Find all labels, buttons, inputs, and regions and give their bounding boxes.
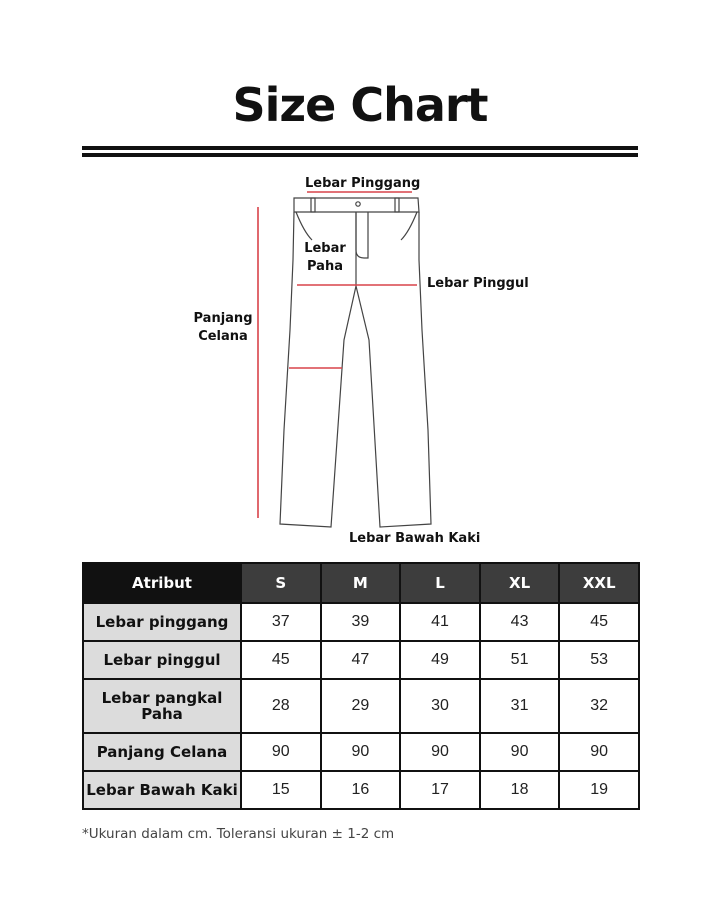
- size-table: [82, 562, 640, 810]
- table-cell: 17: [400, 771, 480, 809]
- page-title: Size Chart: [232, 78, 488, 132]
- table-cell: 15: [241, 771, 321, 809]
- label-waist: Lebar Pinggang: [305, 176, 421, 191]
- pocket-right: [401, 212, 417, 240]
- footnote: *Ukuran dalam cm. Toleransi ukuran ± 1-2 cm: [82, 826, 395, 842]
- table-cell: 37: [241, 603, 321, 641]
- table-cell: 45: [241, 641, 321, 679]
- table-cell: 90: [400, 733, 480, 771]
- table-cell: 41: [400, 603, 480, 641]
- table-header-size: L: [400, 563, 480, 603]
- label-length-line2: Celana: [198, 329, 248, 344]
- table-cell: 30: [400, 679, 480, 733]
- row-label: Panjang Celana: [83, 733, 241, 771]
- row-label: Lebar Bawah Kaki: [83, 771, 241, 809]
- table-cell: 49: [400, 641, 480, 679]
- table-cell: 90: [321, 733, 401, 771]
- label-thigh: [300, 240, 350, 276]
- pants-fly: [356, 212, 368, 258]
- table-cell: 53: [559, 641, 639, 679]
- label-thigh-line1: Lebar: [304, 241, 346, 256]
- table-cell: 28: [241, 679, 321, 733]
- table-header-size: XL: [480, 563, 560, 603]
- waist-button: [356, 202, 360, 206]
- label-hem: Lebar Bawah Kaki: [349, 531, 481, 546]
- table-cell: 16: [321, 771, 401, 809]
- table-header-row: [83, 563, 639, 603]
- table-row: [83, 771, 639, 809]
- label-length-line1: Panjang: [193, 311, 253, 326]
- table-header-size: M: [321, 563, 401, 603]
- table-cell: 90: [480, 733, 560, 771]
- row-label: Lebar pangkal Paha: [83, 679, 241, 733]
- table-row: [83, 603, 639, 641]
- label-length: [190, 310, 256, 346]
- belt-loop-left: [311, 198, 315, 212]
- table-cell: 90: [559, 733, 639, 771]
- table-header-attribute: Atribut: [83, 563, 241, 603]
- label-thigh-line2: Paha: [307, 259, 343, 274]
- title-divider-top: [82, 146, 638, 150]
- table-row: [83, 641, 639, 679]
- table-cell: 29: [321, 679, 401, 733]
- row-label: Lebar pinggang: [83, 603, 241, 641]
- table-cell: 43: [480, 603, 560, 641]
- table-cell: 31: [480, 679, 560, 733]
- table-row: [83, 733, 639, 771]
- pocket-left: [296, 212, 312, 240]
- table-cell: 39: [321, 603, 401, 641]
- table-cell: 32: [559, 679, 639, 733]
- label-hip: Lebar Pinggul: [427, 276, 529, 291]
- belt-loop-right: [395, 198, 399, 212]
- table-cell: 90: [241, 733, 321, 771]
- table-header-size: XXL: [559, 563, 639, 603]
- row-label: Lebar pinggul: [83, 641, 241, 679]
- table-cell: 19: [559, 771, 639, 809]
- table-row: [83, 679, 639, 733]
- table-cell: 18: [480, 771, 560, 809]
- table-cell: 47: [321, 641, 401, 679]
- pants-diagram: [0, 160, 720, 560]
- table-cell: 45: [559, 603, 639, 641]
- table-header-size: S: [241, 563, 321, 603]
- table-cell: 51: [480, 641, 560, 679]
- title-divider-bottom: [82, 153, 638, 157]
